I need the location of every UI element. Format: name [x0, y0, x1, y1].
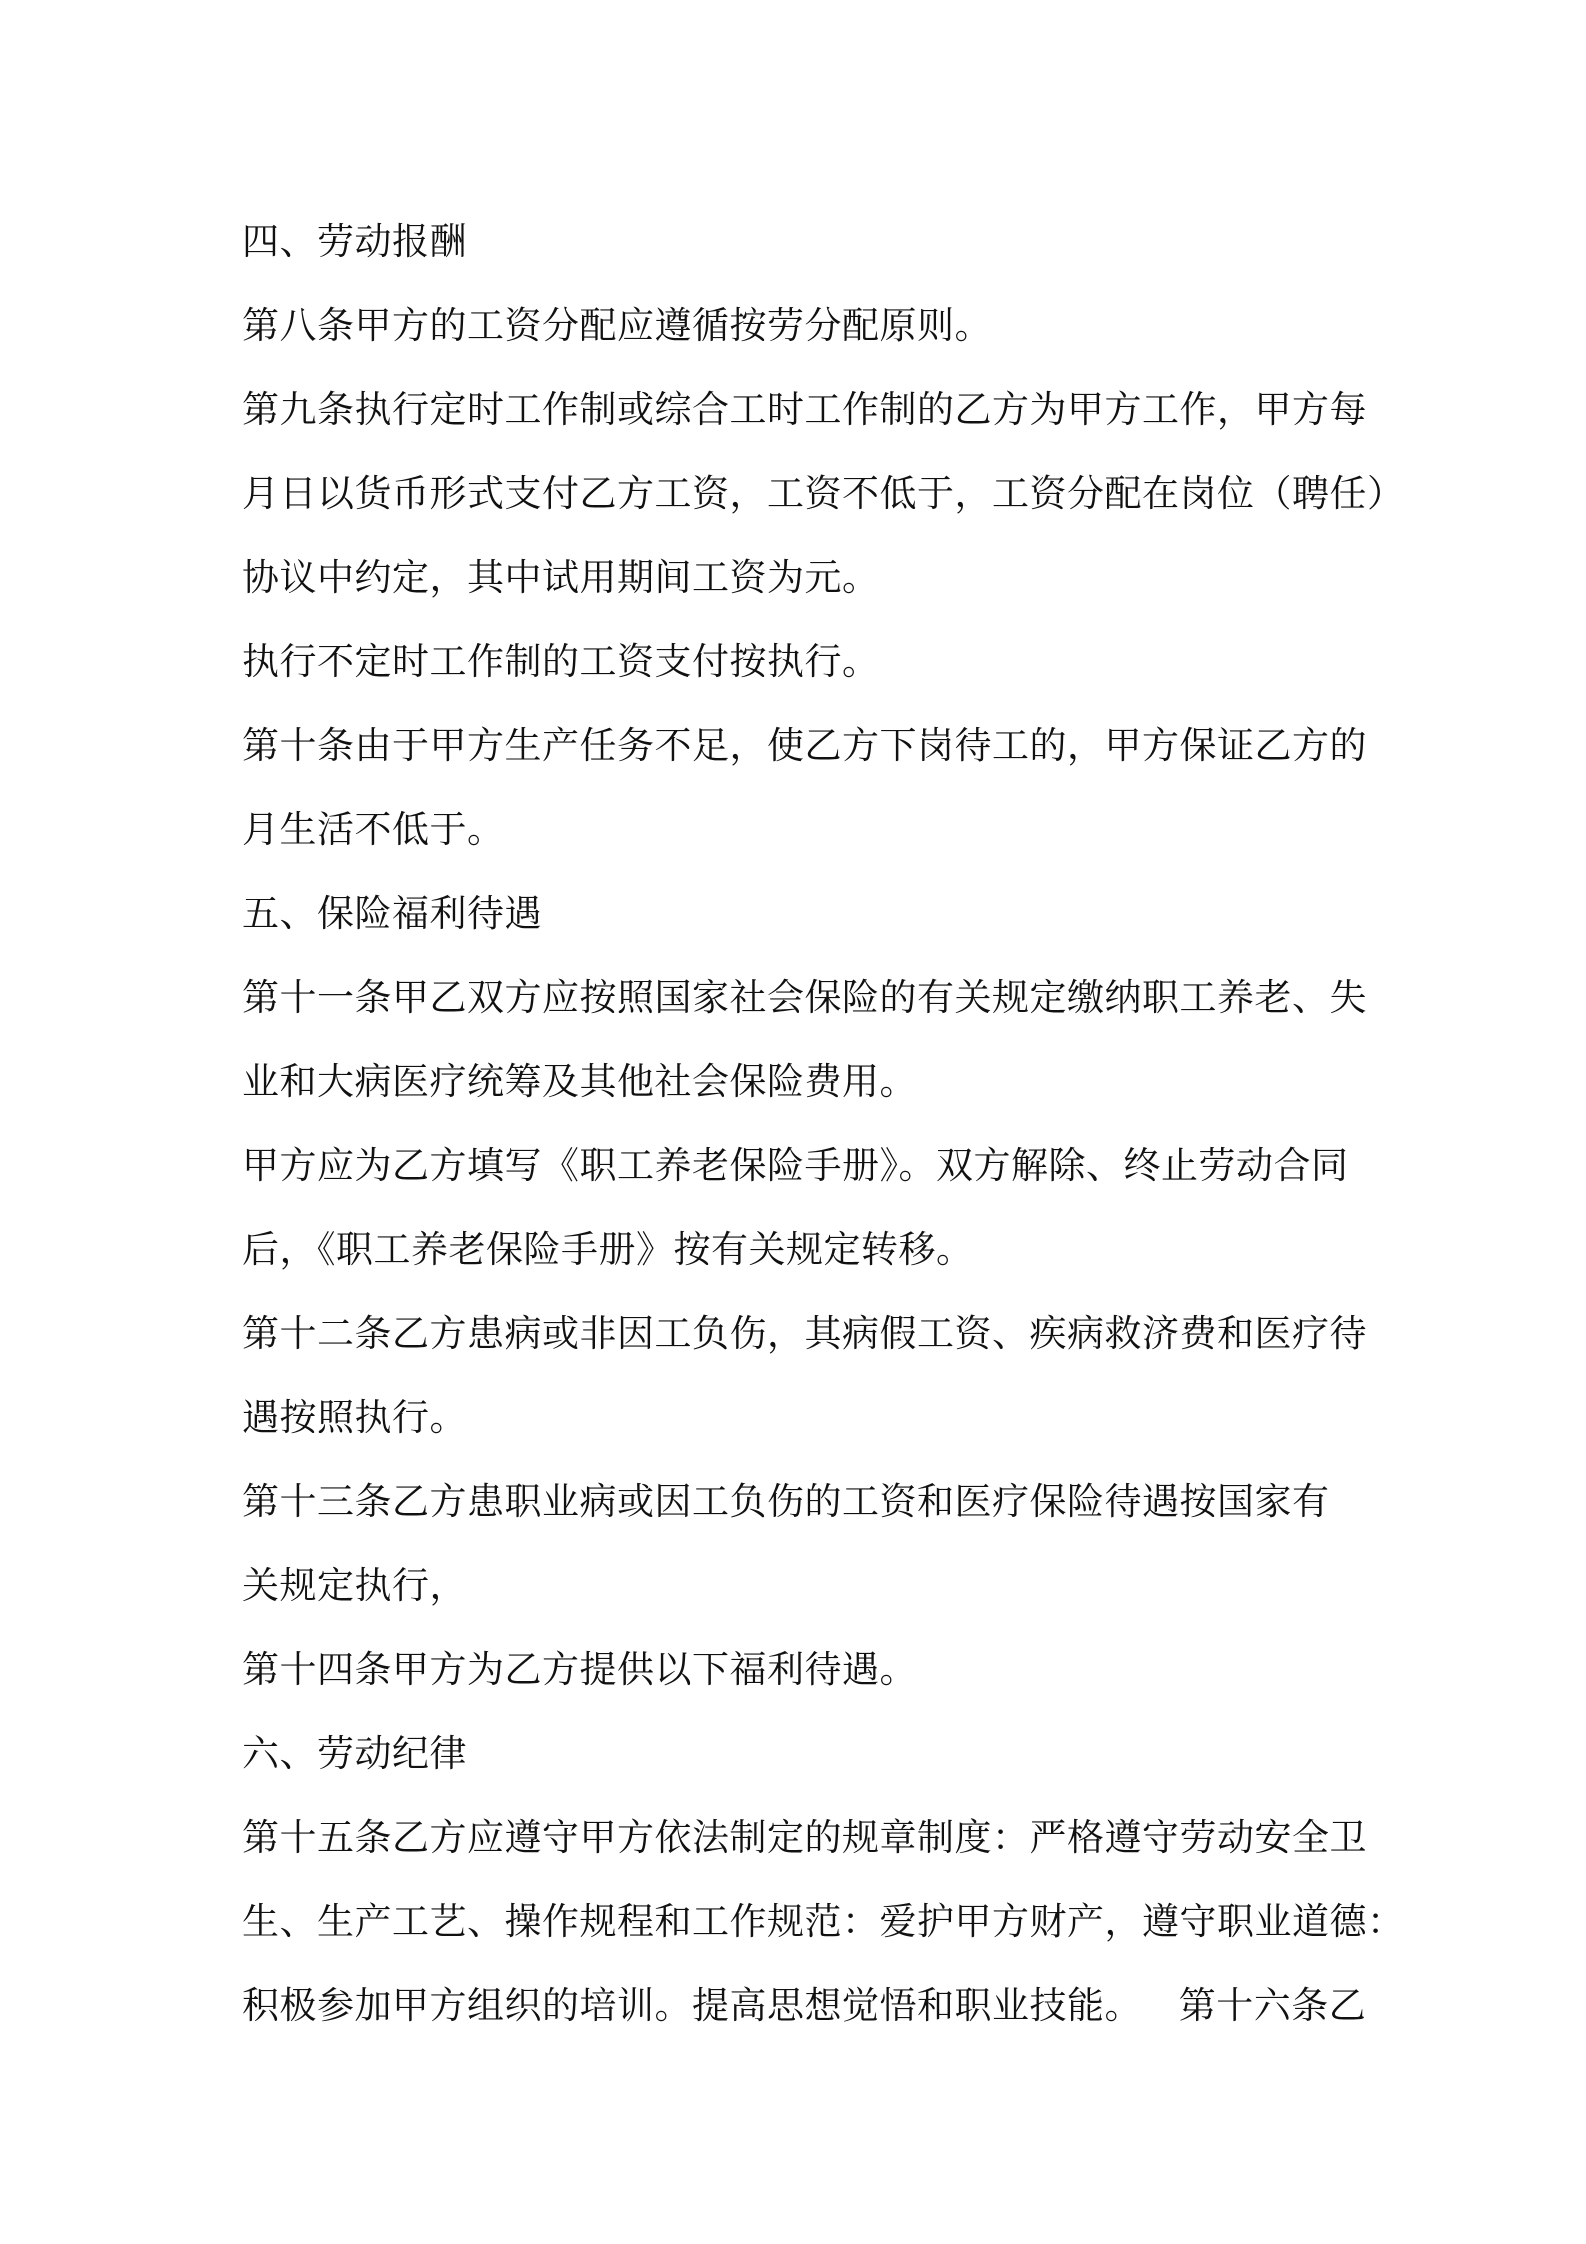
document-body — [242, 200, 1405, 2048]
section-heading-insurance-welfare: 五、保险福利待遇 — [242, 892, 542, 935]
article-11-line-2: 业和大病医疗统筹及其他社会保险费用。 — [242, 1060, 917, 1103]
article-12-line-1: 第十二条乙方患病或非因工负伤，其病假工资、疾病救济费和医疗待 — [242, 1312, 1367, 1355]
article-9-line-3: 协议中约定，其中试用期间工资为元。 — [242, 556, 880, 599]
section-heading-labor-pay: 四、劳动报酬 — [242, 220, 467, 263]
article-15-line-1: 第十五条乙方应遵守甲方依法制定的规章制度：严格遵守劳动安全卫 — [242, 1816, 1367, 1859]
article-10-line-2: 月生活不低于。 — [242, 808, 505, 851]
article-15-line-3: 积极参加甲方组织的培训。提高思想觉悟和职业技能。 第十六条乙 — [242, 1984, 1367, 2027]
article-14: 第十四条甲方为乙方提供以下福利待遇。 — [242, 1648, 917, 1691]
pension-handbook-line-1: 甲方应为乙方填写《职工养老保险手册》。双方解除、终止劳动合同 — [242, 1144, 1349, 1187]
article-9-line-1: 第九条执行定时工作制或综合工时工作制的乙方为甲方工作，甲方每 — [242, 388, 1367, 431]
article-12-line-2: 遇按照执行。 — [242, 1396, 467, 1439]
article-11-line-1: 第十一条甲乙双方应按照国家社会保险的有关规定缴纳职工养老、失 — [242, 976, 1367, 1019]
article-13-line-1: 第十三条乙方患职业病或因工负伤的工资和医疗保险待遇按国家有 — [242, 1480, 1330, 1523]
article-10-line-1: 第十条由于甲方生产任务不足，使乙方下岗待工的，甲方保证乙方的 — [242, 724, 1367, 767]
article-13-line-2: 关规定执行， — [242, 1564, 467, 1607]
section-heading-labor-discipline: 六、劳动纪律 — [242, 1732, 467, 1775]
article-9-line-2: 月日以货币形式支付乙方工资，工资不低于，工资分配在岗位（聘任） — [242, 472, 1405, 515]
article-15-line-2: 生、生产工艺、操作规程和工作规范：爱护甲方财产，遵守职业道德： — [242, 1900, 1405, 1943]
irregular-hours-paragraph: 执行不定时工作制的工资支付按执行。 — [242, 640, 880, 683]
pension-handbook-line-2: 后，《职工养老保险手册》按有关规定转移。 — [242, 1228, 974, 1271]
article-8: 第八条甲方的工资分配应遵循按劳分配原则。 — [242, 304, 992, 347]
